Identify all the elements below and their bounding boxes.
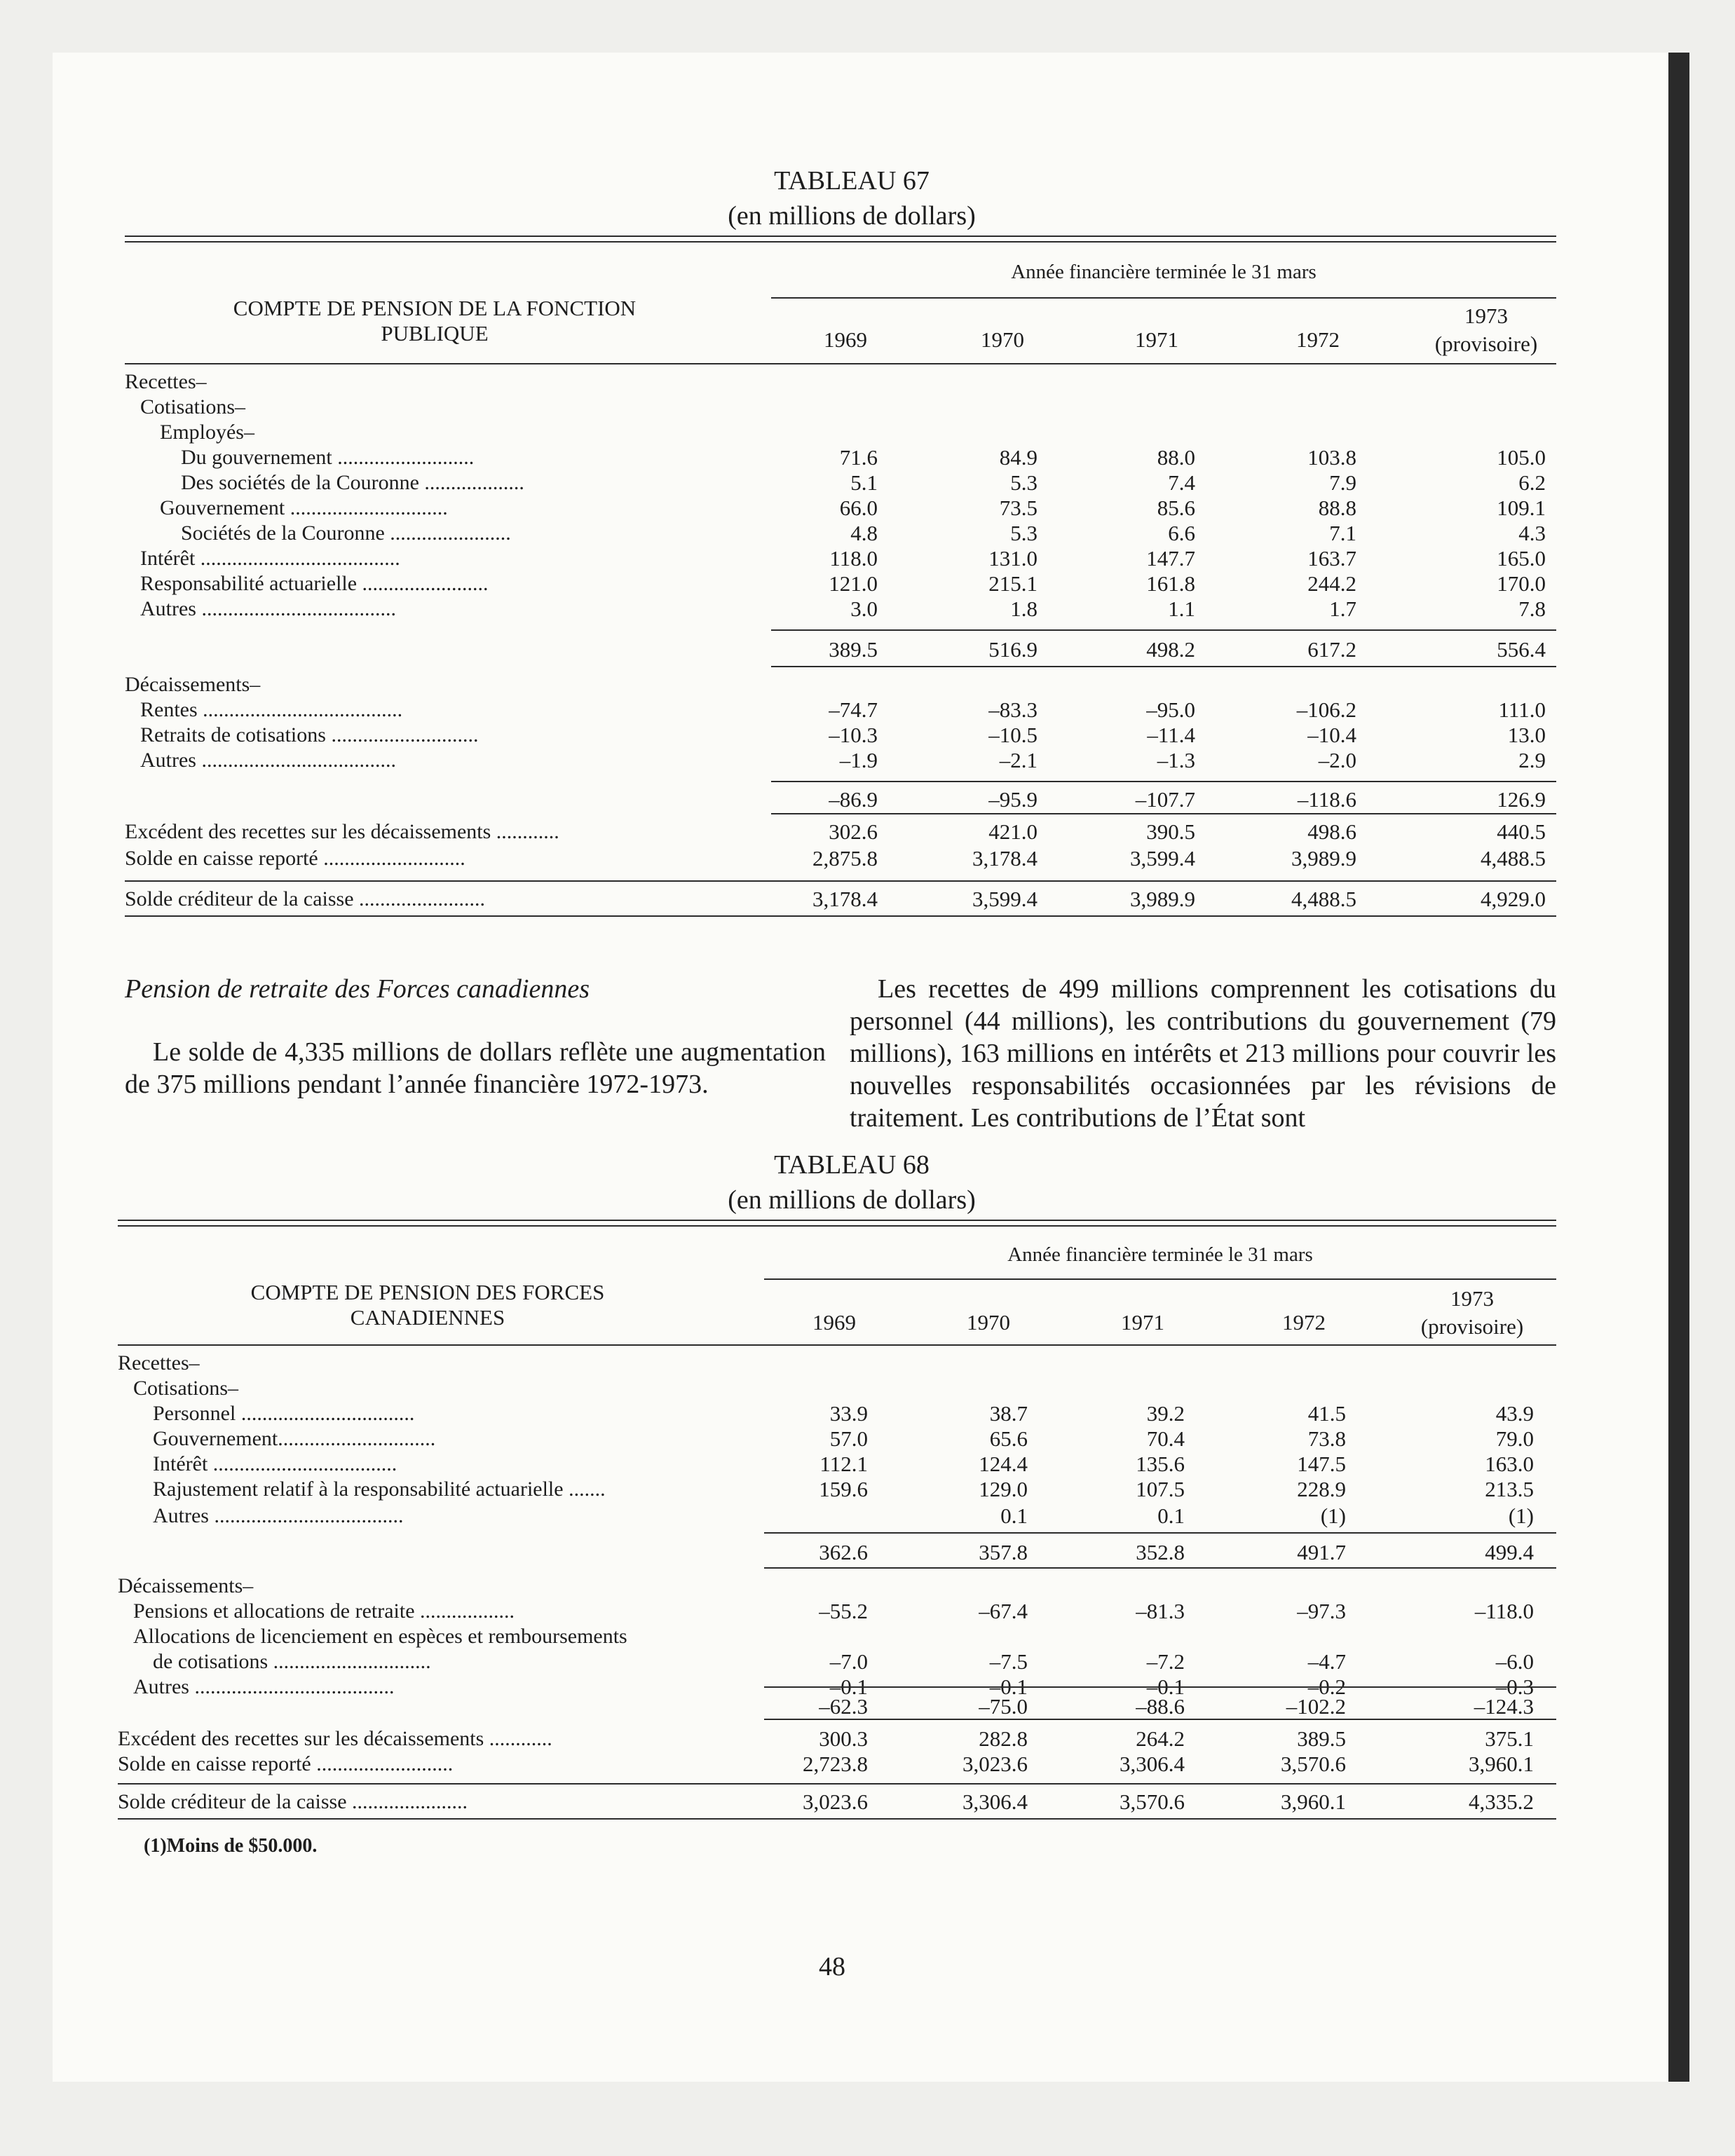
t67-row-label: Employés– [160,421,254,444]
t67-cell: 302.6 [829,819,878,844]
t68-year-1970: 1970 [967,1310,1010,1335]
t68-row [0,1476,1735,1503]
t67-row [0,520,1735,547]
t67-row [0,671,1735,698]
t68-total-rule-bottom [118,1818,1556,1820]
t68-row-label: de cotisations .............................. [153,1650,431,1673]
t67-row [0,722,1735,749]
t67-provisional: (provisoire) [1434,332,1538,356]
t67-cell: –10.5 [988,723,1037,747]
t68-rule-top-1 [118,1220,1556,1221]
t67-cell: 88.8 [1318,496,1356,520]
t68-row-label: Gouvernement.............................. [153,1427,436,1450]
t67-total-rule-top [125,880,1556,882]
t68-cell: 491.7 [1297,1540,1346,1564]
t67-cell: 617.2 [1307,637,1356,662]
t67-row [0,786,1735,813]
t68-row [0,1789,1735,1815]
t67-row [0,394,1735,421]
t67-cell: –1.9 [839,748,878,772]
t68-year-1973: 1973 [1450,1286,1494,1311]
t68-cell: –7.5 [989,1649,1028,1674]
t67-cell: 7.8 [1518,596,1546,621]
t68-row-label: Solde créditeur de la caisse ...................... [118,1790,468,1813]
t67-cell: –118.6 [1297,787,1356,812]
t67-cell: 73.5 [999,496,1037,520]
t67-cell: –1.3 [1157,748,1195,772]
t68-cell: 228.9 [1297,1477,1346,1501]
t67-sub-rule-1 [771,629,1556,631]
t67-year-1970: 1970 [981,327,1024,352]
t67-cell: 161.8 [1146,571,1195,596]
t67-cell: 390.5 [1146,819,1195,844]
t68-year-1969: 1969 [812,1310,856,1335]
t68-cell: 107.5 [1136,1477,1185,1501]
t68-row-label: Personnel ................................. [153,1402,415,1425]
t68-cell: 38.7 [989,1401,1028,1426]
t67-cell: 440.5 [1497,819,1546,844]
left-paragraph: Le solde de 4,335 millions de dollars reflète une augmentation de 375 millions pendant l’année financière 1972-1973. [125,1037,826,1099]
t68-row-label: Autres .................................... [153,1504,404,1527]
t67-cell: 4.8 [850,521,878,545]
t67-cell: 3,178.4 [812,887,878,911]
t68-cell: 41.5 [1307,1401,1346,1426]
t67-cell: 165.0 [1497,546,1546,571]
t67-cell: 389.5 [829,637,878,662]
t67-cell: –95.9 [988,787,1037,812]
t67-row-label: Solde en caisse reporté ........................... [125,847,465,870]
t68-cell: 3,306.4 [1120,1752,1185,1776]
t68-row-label: Pensions et allocations de retraite .................. [133,1599,515,1623]
t68-cell: 79.0 [1495,1426,1534,1451]
t67-cell: 215.1 [988,571,1037,596]
t68-cell: –97.3 [1297,1599,1346,1623]
t68-title: TABLEAU 68 [774,1150,930,1180]
t67-row [0,495,1735,521]
t67-cell: 170.0 [1497,571,1546,596]
t67-cell: 3,989.9 [1130,887,1195,911]
t67-row-label: Du gouvernement .......................... [181,446,475,469]
t68-cell: 159.6 [819,1477,868,1501]
t67-cell: –95.0 [1146,697,1195,722]
t67-cell: 6.2 [1518,470,1546,495]
t68-total-rule-top [118,1783,1556,1785]
t68-cell: (1) [1320,1503,1346,1528]
t68-subtitle: (en millions de dollars) [728,1185,976,1215]
t67-cell: 5.1 [850,470,878,495]
t68-row-label: Allocations de licenciement en espèces et remboursements [133,1625,627,1648]
t67-cell: –86.9 [829,787,878,812]
t67-cell: 5.3 [1010,470,1037,495]
t67-cell: 2.9 [1518,748,1546,772]
section-heading: Pension de retraite des Forces canadiennes [125,974,590,1004]
t67-cell: 6.6 [1168,521,1195,545]
t68-cell: –7.2 [1146,1649,1185,1674]
t68-span-header: Année financière terminée le 31 mars [1007,1243,1313,1266]
t67-cell: 3,989.9 [1291,846,1356,871]
t67-row [0,444,1735,471]
t68-cell: 65.6 [989,1426,1028,1451]
t67-cell: 126.9 [1497,787,1546,812]
t67-sub-rule-4 [771,813,1556,814]
t67-cell: 109.1 [1497,496,1546,520]
t68-row [0,1751,1735,1778]
t67-cell: 103.8 [1307,445,1356,470]
t67-cell: 4,488.5 [1481,846,1546,871]
t68-cell: –6.0 [1495,1649,1534,1674]
t68-cell: 362.6 [819,1540,868,1564]
t68-cell: 43.9 [1495,1401,1534,1426]
t68-cell: 57.0 [829,1426,868,1451]
t67-cell: 3,599.4 [1130,846,1195,871]
t67-cell: 118.0 [829,546,878,571]
t68-cell: 0.1 [1000,1503,1028,1528]
t67-cell: 7.9 [1329,470,1356,495]
t67-row-label: Excédent des recettes sur les décaissements ............ [125,820,559,843]
t68-cell: –0.3 [1495,1674,1534,1699]
t67-row [0,470,1735,496]
t67-row-label: Autres ..................................... [140,749,396,772]
t68-row [0,1539,1735,1566]
t67-cell: 163.7 [1307,546,1356,571]
t68-cell: 129.0 [979,1477,1028,1501]
t67-row-label: Autres ..................................... [140,597,396,620]
t67-cell: 85.6 [1157,496,1195,520]
t68-row-label: Cotisations– [133,1377,239,1400]
t68-cell: 3,960.1 [1281,1789,1346,1814]
t68-cell: –81.3 [1136,1599,1185,1623]
t68-cell: –102.2 [1286,1694,1346,1719]
t67-cell: –11.4 [1147,723,1195,747]
t68-row-label: Rajustement relatif à la responsabilité actuarielle ....... [153,1478,606,1501]
t67-title: TABLEAU 67 [774,166,930,196]
t68-sub-rule-3 [764,1686,1556,1688]
t67-row-label: Gouvernement .............................. [160,496,448,519]
t68-cell: 135.6 [1136,1452,1185,1476]
t68-cell: 213.5 [1485,1477,1534,1501]
t68-cell: 357.8 [979,1540,1028,1564]
right-paragraph: Les recettes de 499 millions comprennent les cotisations du personnel (44 millions), les contributions du gouvernement (79 millions), 163 millions en intérêts et 213 millions pour couvrir les nouvelles responsabilités occasionnées par les révisions de traitement. Les contributions de l’État sont [850,974,1556,1133]
t67-row [0,697,1735,723]
t68-cell: 389.5 [1297,1726,1346,1751]
t68-row [0,1623,1735,1650]
footnote: (1)Moins de $50.000. [144,1835,318,1857]
t68-row [0,1573,1735,1599]
t67-cell: 66.0 [839,496,878,520]
t67-cell: –10.4 [1307,723,1356,747]
t68-row [0,1451,1735,1478]
t68-cell: 375.1 [1485,1726,1534,1751]
t68-cell: –62.3 [819,1694,868,1719]
t67-row [0,819,1735,845]
t67-cell: 111.0 [1498,697,1546,722]
t67-cell: 516.9 [988,637,1037,662]
t68-cell: 124.4 [979,1452,1028,1476]
t68-cell: 499.4 [1485,1540,1534,1564]
t67-row-label: Recettes– [125,370,207,393]
t67-cell: 105.0 [1497,445,1546,470]
t67-rule-header [125,363,1556,364]
t67-account-title [189,296,680,346]
t68-cell: –118.0 [1474,1599,1534,1623]
t68-cell: 0.1 [1157,1503,1185,1528]
t67-cell: 4,488.5 [1291,887,1356,911]
t67-cell: 556.4 [1497,637,1546,662]
t67-sub-rule-3 [771,781,1556,782]
t67-span-header: Année financière terminée le 31 mars [1011,261,1316,283]
t68-cell: 3,570.6 [1120,1789,1185,1814]
t68-year-1971: 1971 [1121,1310,1164,1335]
t67-cell: 71.6 [839,445,878,470]
t67-row [0,747,1735,774]
t67-cell: 1.7 [1329,596,1356,621]
t68-row [0,1400,1735,1427]
t67-row-label: Solde créditeur de la caisse ........................ [125,887,486,910]
t68-cell: 3,023.6 [962,1752,1028,1776]
t68-cell: –4.7 [1307,1649,1346,1674]
t67-row-label: Responsabilité actuarielle ........................ [140,572,489,595]
t67-cell: 5.3 [1010,521,1037,545]
t67-row [0,845,1735,872]
t68-cell: 282.8 [979,1726,1028,1751]
t67-account-line2: PUBLIQUE [381,321,489,346]
t67-cell: –10.3 [829,723,878,747]
t68-cell: 112.1 [819,1452,868,1476]
page-number: 48 [819,1952,845,1981]
t67-span-rule [771,297,1556,299]
t67-row [0,886,1735,913]
t67-account-line1: COMPTE DE PENSION DE LA FONCTION [233,296,637,320]
t67-row-label: Décaissements– [125,673,261,696]
t68-row-label: Solde en caisse reporté .......................... [118,1752,454,1775]
t68-sub-rule-2 [764,1567,1556,1569]
t67-total-rule-bottom [125,915,1556,917]
t67-row-label: Des sociétés de la Couronne ................... [181,471,524,494]
t67-rule-top-1 [125,236,1556,237]
t68-row [0,1375,1735,1402]
t68-row [0,1503,1735,1529]
t67-row-label: Rentes ...................................... [140,698,403,721]
t68-cell: 4,335.2 [1469,1789,1534,1814]
t68-cell: –0.2 [1307,1674,1346,1699]
t68-cell: 264.2 [1136,1726,1185,1751]
t68-cell: –0.1 [1146,1674,1185,1699]
t67-cell: 1.8 [1010,596,1037,621]
t67-sub-rule-2 [771,666,1556,667]
t68-cell: 3,023.6 [803,1789,868,1814]
t68-cell: –0.1 [989,1674,1028,1699]
t68-cell: –7.0 [829,1649,868,1674]
t68-cell: –67.4 [979,1599,1028,1623]
t67-cell: 1.1 [1168,596,1195,621]
t67-cell: 4.3 [1518,521,1546,545]
t67-cell: –2.1 [999,748,1037,772]
t67-cell: 2,875.8 [812,846,878,871]
t68-cell: 3,570.6 [1281,1752,1346,1776]
t68-row-label: Décaissements– [118,1574,254,1597]
t68-cell: 147.5 [1297,1452,1346,1476]
t67-cell: 3,178.4 [972,846,1037,871]
t68-cell: 73.8 [1307,1426,1346,1451]
t68-row-label: Intérêt ................................... [153,1452,397,1475]
t68-cell: –55.2 [819,1599,868,1623]
t68-sub-rule-4 [764,1719,1556,1720]
t67-row [0,636,1735,663]
t67-cell: –74.7 [829,697,878,722]
t67-row [0,545,1735,572]
t68-cell: 39.2 [1146,1401,1185,1426]
t67-year-1972: 1972 [1296,327,1340,352]
t68-row [0,1649,1735,1675]
t67-cell: 3,599.4 [972,887,1037,911]
t67-year-1973: 1973 [1464,303,1508,328]
t67-cell: 88.0 [1157,445,1195,470]
t67-row [0,419,1735,446]
t67-cell: 121.0 [829,571,878,596]
t67-cell: 244.2 [1307,571,1356,596]
t67-cell: 7.1 [1329,521,1356,545]
t68-row [0,1426,1735,1452]
t68-span-rule [764,1278,1556,1280]
t68-sub-rule-1 [764,1532,1556,1534]
t67-cell: 7.4 [1168,470,1195,495]
t67-cell: 498.2 [1146,637,1195,662]
t68-row [0,1598,1735,1625]
t67-cell: –2.0 [1318,748,1356,772]
t68-cell: –124.3 [1474,1694,1534,1719]
t68-cell: 33.9 [829,1401,868,1426]
t68-cell: (1) [1508,1503,1534,1528]
t67-cell: 4,929.0 [1481,887,1546,911]
t67-cell: –83.3 [988,697,1037,722]
t68-cell: 70.4 [1146,1426,1185,1451]
t68-row [0,1350,1735,1377]
t67-row-label: Intérêt ...................................... [140,547,400,570]
t68-cell: 163.0 [1485,1452,1534,1476]
t68-cell: –88.6 [1136,1694,1185,1719]
t67-year-1971: 1971 [1135,327,1178,352]
t68-year-1972: 1972 [1282,1310,1326,1335]
t68-rule-header [118,1344,1556,1346]
t67-cell: 84.9 [999,445,1037,470]
t68-provisional: (provisoire) [1420,1314,1524,1339]
t67-cell: 147.7 [1146,546,1195,571]
t67-year-1969: 1969 [824,327,867,352]
t68-row-label: Excédent des recettes sur les décaissements ............ [118,1727,552,1750]
t68-cell: 300.3 [819,1726,868,1751]
t68-cell: –75.0 [979,1694,1028,1719]
t67-cell: 3.0 [850,596,878,621]
t68-cell: 3,306.4 [962,1789,1028,1814]
t68-row [0,1726,1735,1752]
t67-cell: 13.0 [1507,723,1546,747]
t68-cell: 2,723.8 [803,1752,868,1776]
t67-rule-top-2 [125,241,1556,243]
t67-row [0,596,1735,622]
t67-subtitle: (en millions de dollars) [728,201,976,231]
t67-row [0,369,1735,395]
t68-account-title [189,1280,666,1330]
t68-cell: –0.1 [829,1674,868,1699]
t68-rule-top-2 [118,1225,1556,1227]
t68-row-label: Autres ...................................... [133,1675,395,1698]
t68-row-label: Recettes– [118,1351,200,1374]
t67-cell: 421.0 [988,819,1037,844]
t68-account-line1: COMPTE DE PENSION DES FORCES [250,1280,605,1304]
t68-account-line2: CANADIENNES [350,1305,505,1330]
t68-row [0,1693,1735,1720]
t67-row-label: Cotisations– [140,395,246,418]
t67-row-label: Sociétés de la Couronne ....................... [181,521,511,545]
t67-row-label: Retraits de cotisations ............................ [140,723,479,746]
t68-cell: 3,960.1 [1469,1752,1534,1776]
t67-cell: 131.0 [988,546,1037,571]
t67-cell: 498.6 [1307,819,1356,844]
t67-row [0,571,1735,597]
t67-cell: –106.2 [1296,697,1356,722]
t68-cell: 352.8 [1136,1540,1185,1564]
t67-cell: –107.7 [1135,787,1195,812]
